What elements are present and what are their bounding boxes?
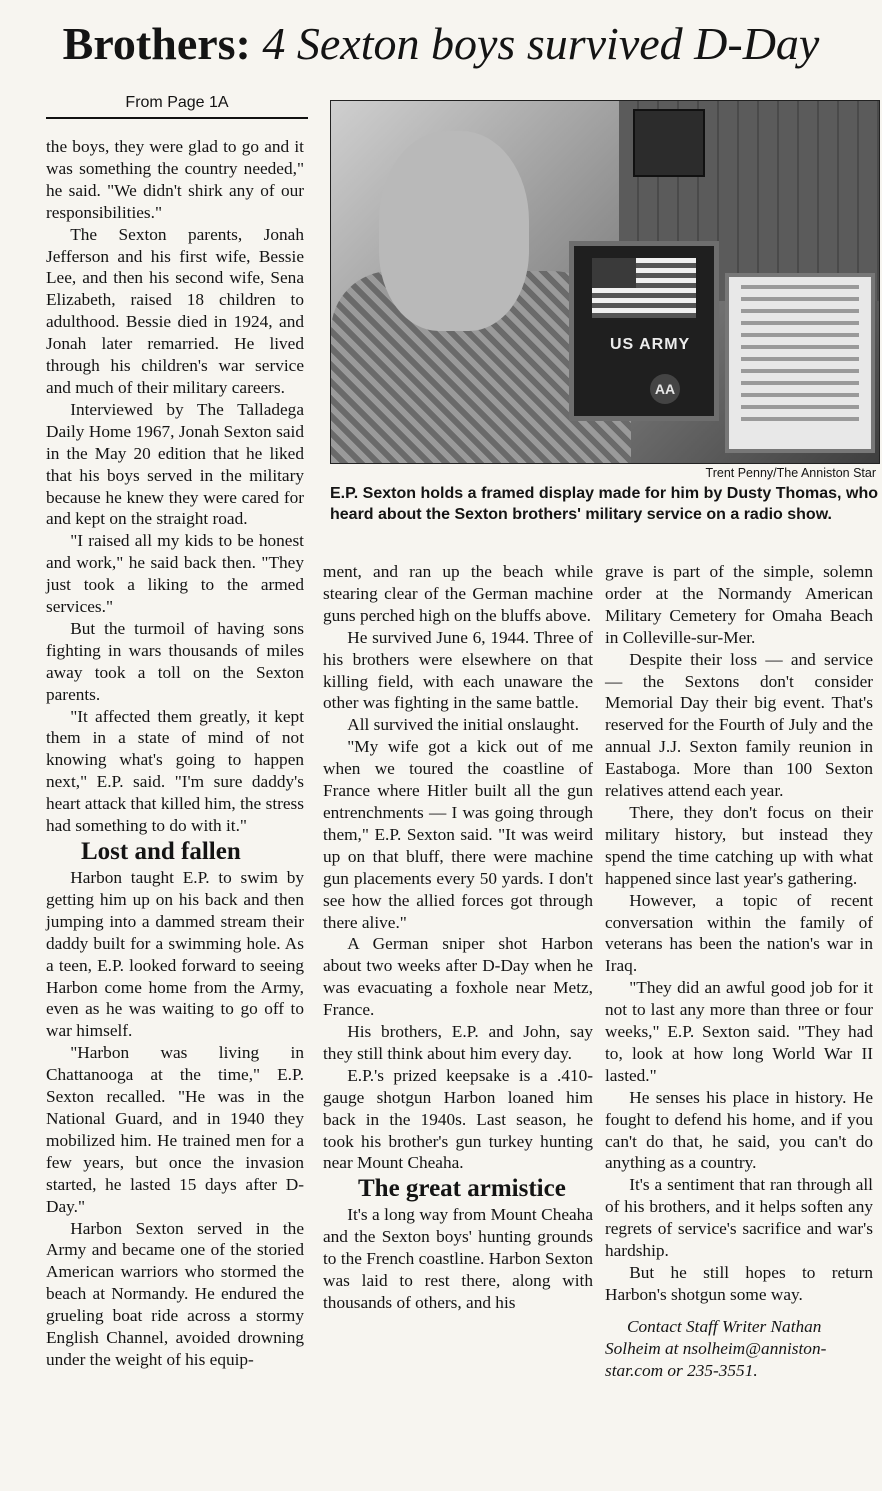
paragraph: "My wife got a kick out of me when we toured the coastline of France where Hitler built all the gun entrenchments — I was going through them," E.P. Sexton said. "It was weird up on that bluff, there were machine gun placements every 50 yards. I don't see how the allied forces got through there alive." [323, 737, 593, 932]
paragraph: He survived June 6, 1944. Three of his brothers were elsewhere on that killing field, with each unaware the other was fighting in the same battle. [323, 627, 593, 713]
paragraph: ment, and ran up the beach while stearing clear of the German machine guns perched high on the bluffs above. [323, 562, 593, 625]
headline-kicker: Brothers: [62, 18, 251, 69]
jump-line: From Page 1A [46, 94, 308, 119]
byline-line: star.com or 235-3551. [605, 1360, 758, 1380]
paragraph: grave is part of the simple, solemn order at the Normandy American Military Cemetery for Omaha Beach in Colleville-sur-Mer. [605, 562, 873, 647]
paragraph: His brothers, E.P. and John, say they still think about him every day. [323, 1022, 593, 1063]
framed-display [569, 241, 719, 421]
framed-document [725, 273, 875, 453]
paragraph: A German sniper shot Harbon about two weeks after D-Day when he was evacuating a foxhole near Metz, France. [323, 934, 593, 1020]
photo-credit: Trent Penny/The Anniston Star [705, 466, 876, 480]
paragraph: It's a sentiment that ran through all of his brothers, and it helps soften any regrets of service's sacrifice and war's hardship. [605, 1175, 873, 1261]
paragraph: "They did an awful good job for it not to last any more than three or four weeks," E.P. Sexton said. "They had to, look at how long World War II lasted." [605, 978, 873, 1085]
headline-deck: 4 Sexton boys survived D-Day [262, 18, 820, 69]
paragraph: Despite their loss — and service — the Sextons don't consider Memorial Day their big event. That's reserved for the Fourth of July and the annual J.J. Sexton family reunion in Eastaboga. More than 100 Sexton relatives attend each year. [605, 649, 873, 801]
paragraph: Harbon Sexton served in the Army and became one of the storied American warriors who stormed the beach at Normandy. He endured the grueling boat ride across a stormy English Channel, avoided drowning under the weight of his equip- [46, 1218, 304, 1369]
byline-line: Solheim at nsolheim@anniston- [605, 1338, 827, 1358]
photo-man-head [379, 131, 529, 331]
paragraph: Harbon taught E.P. to swim by getting him up on his back and then jumping into a dammed stream their daddy built for a swimming hole. As a teen, E.P. looked forward to seeing Harbon come home from the Army, even as he was waiting to go off to war himself. [46, 868, 304, 1041]
article-column-3 [605, 561, 873, 1382]
paragraph: It's a long way from Mount Cheaha and the Sexton boys' hunting grounds to the French coastline. Harbon Sexton was laid to rest there, along with thousands of others, and his [323, 1205, 593, 1312]
paragraph: Interviewed by The Talladega Daily Home 1967, Jonah Sexton said in the May 20 edition that he liked that his boys served in the military because he knew they were cared for and kept on the straight road. [46, 399, 304, 529]
paragraph: "I raised all my kids to be honest and work," he said back then. "They just took a liking to the armed services." [46, 531, 304, 617]
paragraph: the boys, they were glad to go and it was something the country needed," he said. "We didn't shirk any of our responsibilities." [46, 137, 304, 222]
paragraph: He senses his place in history. He fought to defend his home, and if you can't do that, he said, you can't do anything as a country. [605, 1087, 873, 1173]
article-column-2 [323, 561, 593, 1314]
paragraph: But he still hopes to return Harbon's shotgun some way. [605, 1263, 873, 1304]
subhead-lost-and-fallen: Lost and fallen [81, 838, 241, 865]
paragraph: The Sexton parents, Jonah Jefferson and his first wife, Bessie Lee, and then his second wife, Sena Elizabeth, raised 18 children to adulthood. Bessie died in 1924, and Jonah later remarried. He lived through his children's war service and much of their military careers. [46, 224, 304, 397]
paragraph: But the turmoil of having sons fighting in wars thousands of miles away took a toll on the Sexton parents. [46, 618, 304, 704]
display-label: US ARMY [610, 336, 691, 353]
byline-line: Contact Staff Writer Nathan [627, 1316, 822, 1336]
flag-icon [592, 258, 696, 318]
paragraph: "It affected them greatly, it kept them in a state of mind of not knowing what's going to happen next," E.P. said. "I'm sure daddy's heart attack that killed him, the stress had something to do with it." [46, 706, 304, 836]
photo-wall-plaque [633, 109, 705, 177]
paragraph: However, a topic of recent conversation within the family of veterans has been the nation's war in Iraq. [605, 890, 873, 976]
paragraph: There, they don't focus on their military history, but instead they spend the time catching up with what happened since last year's gathering. [605, 802, 873, 888]
paragraph: "Harbon was living in Chattanooga at the time," E.P. Sexton recalled. "He was in the National Guard, and in 1940 they mobilized him. He trained men for a few years, but once the invasion started, he lasted 15 days after D-Day." [46, 1043, 304, 1216]
article-column-1 [46, 136, 304, 1371]
airborne-badge-icon: AA [650, 374, 680, 404]
news-photo [330, 100, 880, 464]
headline [0, 16, 882, 72]
subhead-great-armistice: The great armistice [358, 1175, 566, 1203]
paragraph: All survived the initial onslaught. [347, 715, 580, 735]
paragraph: E.P.'s prized keepsake is a .410-gauge shotgun Harbon loaned him back in the 1940s. Last season, he took his brother's gun turkey hunting near Mount Cheaha. [323, 1065, 593, 1173]
writer-contact [605, 1316, 873, 1382]
photo-caption: E.P. Sexton holds a framed display made for him by Dusty Thomas, who heard about the Sexton brothers' military service on a radio show. [330, 485, 878, 523]
